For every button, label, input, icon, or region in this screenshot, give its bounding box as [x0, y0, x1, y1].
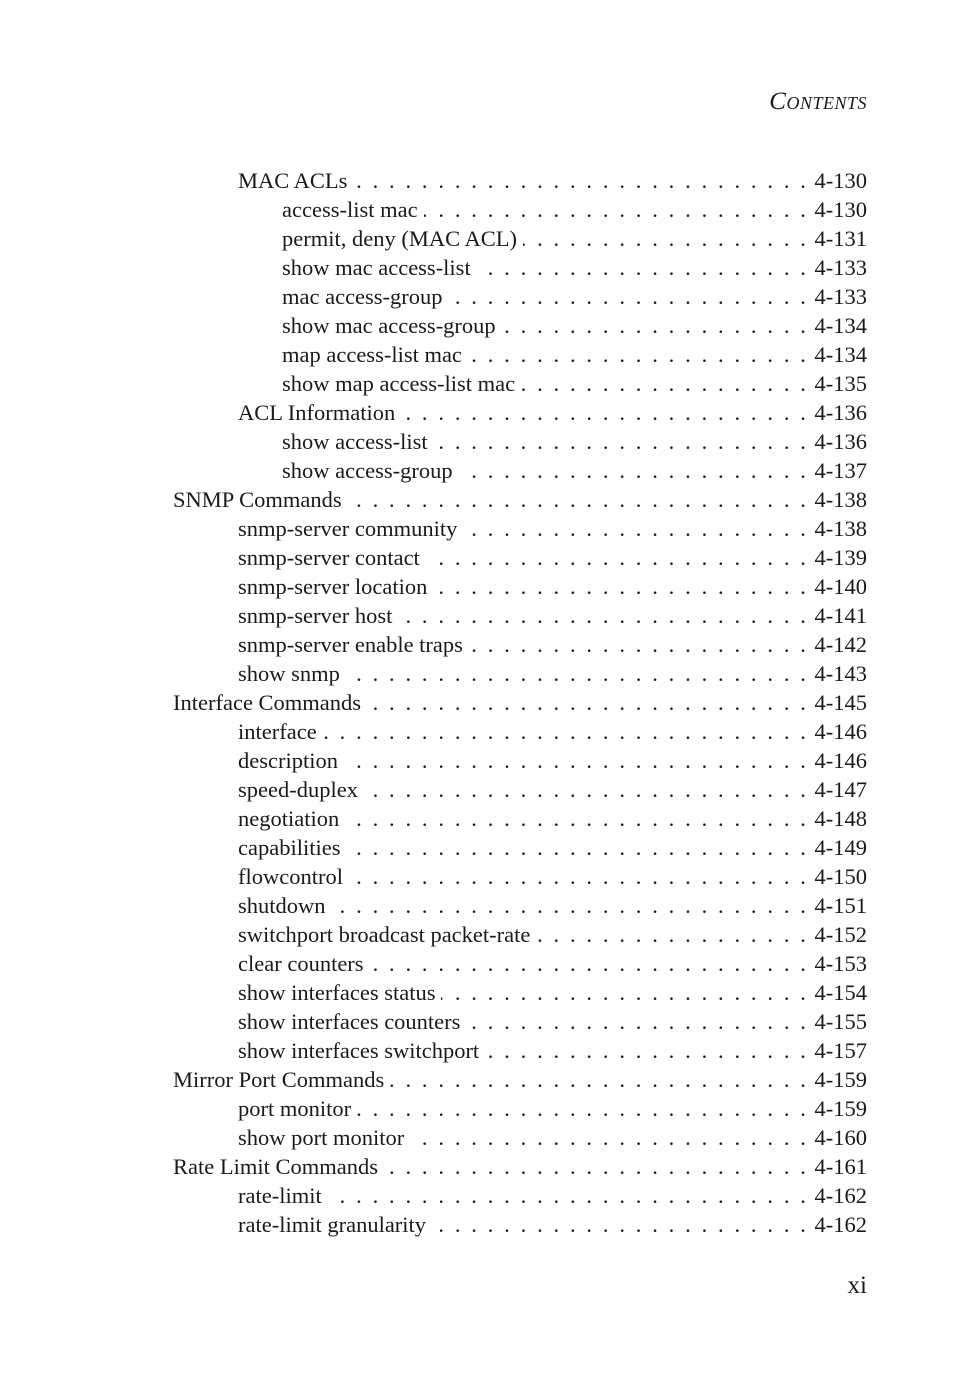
dot-leader: [364, 775, 809, 804]
toc-entry-page: 4-146: [814, 748, 867, 773]
toc-entry-page: 4-150: [814, 864, 867, 889]
toc-entry[interactable]: [238, 398, 867, 427]
toc-entry[interactable]: [238, 166, 867, 195]
toc-entry-page: 4-148: [814, 806, 867, 831]
toc-entry-page: 4-133: [814, 255, 867, 280]
toc-entry[interactable]: [238, 1036, 867, 1065]
toc-entry[interactable]: [238, 833, 867, 862]
dot-leader: [424, 195, 809, 224]
dot-leader: [344, 746, 809, 775]
toc-entry-title: rate-limit granularity: [238, 1212, 427, 1237]
toc-entry-title: snmp-server community: [238, 516, 458, 541]
toc-entry-page: 4-137: [814, 458, 867, 483]
toc-entry-title: show access-group: [282, 458, 453, 483]
dot-leader: [441, 978, 808, 1007]
dot-leader: [357, 1094, 808, 1123]
dot-leader: [433, 572, 808, 601]
dot-leader: [485, 1036, 808, 1065]
dot-leader: [353, 166, 808, 195]
toc-entry[interactable]: [282, 253, 867, 282]
toc-entry-title: switchport broadcast packet-rate: [238, 922, 531, 947]
toc-entry-title: Rate Limit Commands: [173, 1154, 378, 1179]
dot-leader: [521, 369, 808, 398]
dot-leader: [449, 282, 809, 311]
running-header: Contents: [769, 88, 867, 115]
toc-entry-title: show map access-list mac: [282, 371, 516, 396]
toc-entry-title: snmp-server location: [238, 574, 428, 599]
dot-leader: [328, 1181, 809, 1210]
toc-entry[interactable]: [173, 485, 867, 514]
toc-entry-page: 4-141: [814, 603, 867, 628]
toc-entry-page: 4-143: [814, 661, 867, 686]
dot-leader: [536, 920, 808, 949]
toc-entry-title: MAC ACLs: [238, 168, 348, 193]
toc-entry[interactable]: [238, 514, 867, 543]
toc-entry[interactable]: [238, 630, 867, 659]
dot-leader: [502, 311, 809, 340]
toc-entry-page: 4-149: [814, 835, 867, 860]
toc-entry[interactable]: [282, 224, 867, 253]
dot-leader: [390, 1065, 808, 1094]
toc-entry[interactable]: [238, 862, 867, 891]
toc-entry[interactable]: [282, 282, 867, 311]
toc-entry-page: 4-159: [814, 1096, 867, 1121]
toc-entry-page: 4-147: [814, 777, 867, 802]
toc-entry-page: 4-152: [814, 922, 867, 947]
dot-leader: [332, 891, 809, 920]
toc-entry[interactable]: [238, 920, 867, 949]
toc-entry-page: 4-142: [814, 632, 867, 657]
toc-entry-title: map access-list mac: [282, 342, 462, 367]
toc-entry[interactable]: [238, 978, 867, 1007]
toc-entry-page: 4-157: [814, 1038, 867, 1063]
toc-entry-page: 4-155: [814, 1009, 867, 1034]
toc-entry[interactable]: [173, 1152, 867, 1181]
toc-entry[interactable]: [282, 340, 867, 369]
dot-leader: [466, 1007, 808, 1036]
dot-leader: [346, 659, 809, 688]
dot-leader: [432, 1210, 808, 1239]
toc-entry-title: Mirror Port Commands: [173, 1067, 385, 1092]
toc-entry[interactable]: [173, 688, 867, 717]
dot-leader: [346, 833, 808, 862]
toc-entry-title: speed-duplex: [238, 777, 358, 802]
toc-entry[interactable]: [282, 195, 867, 224]
dot-leader: [426, 543, 809, 572]
toc-entry-title: rate-limit: [238, 1183, 322, 1208]
dot-leader: [384, 1152, 809, 1181]
dot-leader: [349, 862, 809, 891]
toc-entry-page: 4-159: [814, 1067, 867, 1092]
toc-entry-title: permit, deny (MAC ACL): [282, 226, 517, 251]
toc-entry[interactable]: [282, 427, 867, 456]
toc-entry-title: show mac access-group: [282, 313, 496, 338]
toc-entry-title: snmp-server enable traps: [238, 632, 463, 657]
toc-entry-title: mac access-group: [282, 284, 443, 309]
dot-leader: [434, 427, 809, 456]
toc-entry-page: 4-153: [814, 951, 867, 976]
toc-entry-title: access-list mac: [282, 197, 418, 222]
toc-entry[interactable]: [238, 601, 867, 630]
toc-entry-title: snmp-server contact: [238, 545, 420, 570]
dot-leader: [401, 398, 808, 427]
toc-entry-page: 4-139: [814, 545, 867, 570]
toc-entry-title: negotiation: [238, 806, 340, 831]
toc-entry-title: show interfaces switchport: [238, 1038, 480, 1063]
dot-leader: [477, 253, 809, 282]
toc-entry-page: 4-138: [814, 516, 867, 541]
toc-entry[interactable]: [173, 1065, 867, 1094]
toc-entry-page: 4-130: [814, 168, 867, 193]
dot-leader: [367, 688, 808, 717]
toc-entry[interactable]: [238, 1007, 867, 1036]
dot-leader: [459, 456, 809, 485]
toc-entry-page: 4-133: [814, 284, 867, 309]
toc-entry[interactable]: [238, 572, 867, 601]
toc-entry-title: description: [238, 748, 338, 773]
toc-entry-page: 4-136: [814, 400, 867, 425]
toc-entry-title: capabilities: [238, 835, 341, 860]
toc-entry-title: port monitor: [238, 1096, 352, 1121]
toc-entry-title: show access-list: [282, 429, 428, 454]
toc-entry[interactable]: [238, 1210, 867, 1239]
dot-leader: [370, 949, 809, 978]
dot-leader: [523, 224, 809, 253]
toc-entry-title: show port monitor: [238, 1125, 405, 1150]
toc-entry-title: Interface Commands: [173, 690, 362, 715]
toc-entry[interactable]: [238, 1094, 867, 1123]
toc-entry-title: show snmp: [238, 661, 340, 686]
toc-entry[interactable]: [238, 775, 867, 804]
toc-entry-page: 4-151: [814, 893, 867, 918]
toc-entry-title: shutdown: [238, 893, 326, 918]
toc-entry-page: 4-146: [814, 719, 867, 744]
toc-entry-page: 4-140: [814, 574, 867, 599]
dot-leader: [348, 485, 809, 514]
toc-entry-page: 4-145: [814, 690, 867, 715]
toc-entry[interactable]: [238, 543, 867, 572]
dot-leader: [345, 804, 808, 833]
toc-entry-page: 4-131: [814, 226, 867, 251]
dot-leader: [463, 514, 808, 543]
toc-entry[interactable]: [238, 1181, 867, 1210]
toc-entry[interactable]: [238, 804, 867, 833]
toc-entry-title: flowcontrol: [238, 864, 343, 889]
toc-entry-title: show interfaces counters: [238, 1009, 461, 1034]
toc-entry-title: ACL Information: [238, 400, 396, 425]
dot-leader: [410, 1123, 808, 1152]
toc-entry-page: 4-135: [814, 371, 867, 396]
toc-entry-page: 4-134: [814, 342, 867, 367]
toc-entry-title: SNMP Commands: [173, 487, 342, 512]
toc-entry-title: show interfaces status: [238, 980, 436, 1005]
toc-entry-page: 4-138: [814, 487, 867, 512]
toc-entry[interactable]: [282, 369, 867, 398]
toc-entry-page: 4-134: [814, 313, 867, 338]
dot-leader: [398, 601, 808, 630]
toc-entry-page: 4-130: [814, 197, 867, 222]
toc-entry[interactable]: [282, 311, 867, 340]
toc-entry-title: clear counters: [238, 951, 364, 976]
toc-entry[interactable]: [238, 746, 867, 775]
toc-entry[interactable]: [238, 891, 867, 920]
toc-entry-page: 4-161: [814, 1154, 867, 1179]
dot-leader: [323, 717, 809, 746]
page-number: xi: [847, 1272, 867, 1299]
toc-entry-title: show mac access-list: [282, 255, 471, 280]
toc-entry[interactable]: [238, 1123, 867, 1152]
toc-entry[interactable]: [282, 456, 867, 485]
dot-leader: [469, 630, 809, 659]
toc-entry-title: snmp-server host: [238, 603, 393, 628]
toc-entry-page: 4-162: [814, 1183, 867, 1208]
toc-entry-page: 4-162: [814, 1212, 867, 1237]
toc-entry-page: 4-154: [814, 980, 867, 1005]
toc-entry-page: 4-160: [814, 1125, 867, 1150]
dot-leader: [468, 340, 809, 369]
toc-entry[interactable]: [238, 949, 867, 978]
toc-entry-page: 4-136: [814, 429, 867, 454]
toc-entry-title: interface: [238, 719, 317, 744]
toc-entry[interactable]: [238, 659, 867, 688]
toc-entry[interactable]: [238, 717, 867, 746]
